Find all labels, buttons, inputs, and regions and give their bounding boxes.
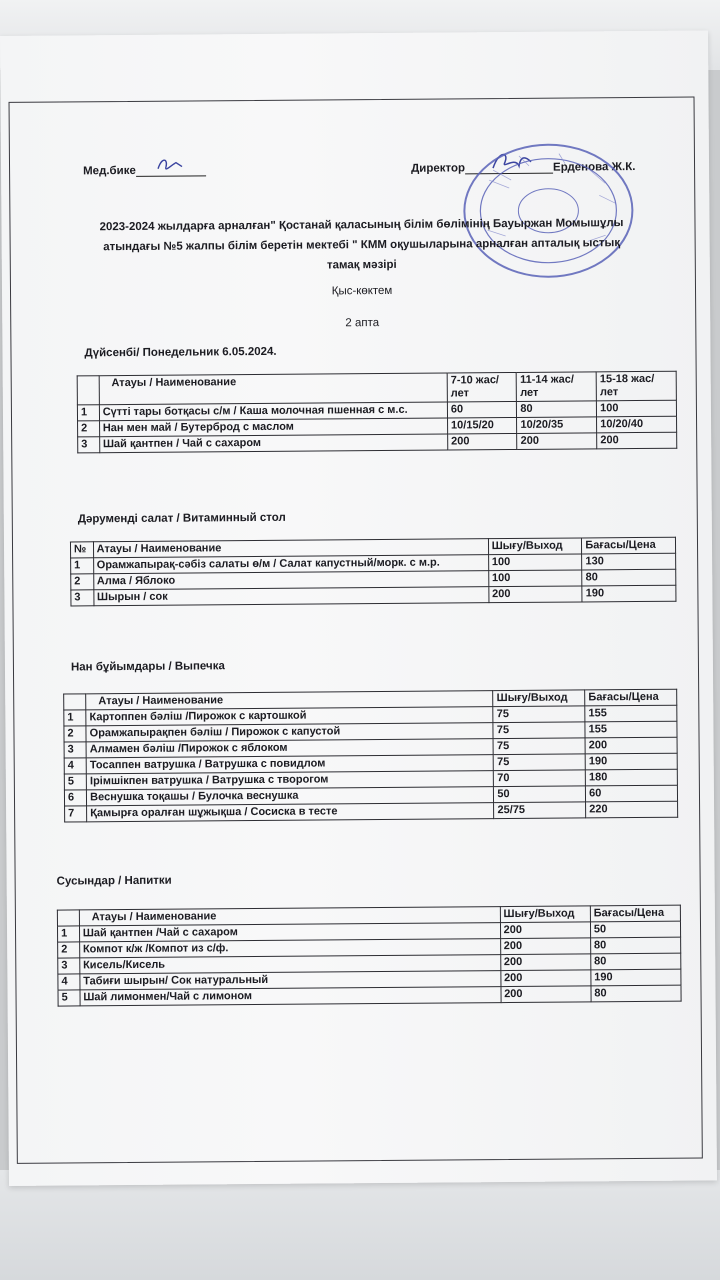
bakery-table	[63, 689, 678, 823]
price: 80	[591, 953, 681, 970]
title-line-1: 2023-2024 жылдарға арналған" Қостанай қаласының білім бөлімінің Бауыржан Момышұлы	[99, 217, 624, 234]
price: 190	[591, 969, 681, 986]
portion-7-10: 60	[447, 401, 517, 418]
portion: 200	[500, 938, 590, 955]
header-cell: №	[70, 542, 93, 558]
portion-11-14: 200	[517, 433, 597, 450]
header-cell: Атауы / Наименование	[93, 539, 488, 558]
header-cell	[64, 694, 86, 710]
vitamin-table	[70, 537, 676, 607]
portion: 100	[488, 554, 582, 571]
drink-name: Табиғи шырын/ Сок натуральный	[80, 971, 501, 990]
header-cell: 11-14 жас/ лет	[517, 372, 597, 402]
portion-11-14: 10/20/35	[517, 417, 597, 434]
dish-name: Шырын / сок	[93, 587, 488, 606]
portion: 100	[488, 570, 582, 587]
dish-name: Алма / Яблоко	[93, 571, 488, 590]
header-cell: 15-18 жас/ лет	[596, 371, 676, 401]
price: 155	[585, 705, 677, 722]
header-cell: 7-10 жас/ лет	[447, 372, 517, 402]
bakery-section-title: Нан бұйымдары / Выпечка	[70, 660, 225, 674]
portion-15-18: 10/20/40	[597, 416, 677, 433]
portion: 75	[493, 706, 585, 723]
dish-name: Ірімшікпен ватрушка / Ватрушка с творогом	[86, 771, 493, 790]
nurse-signature-scribble	[136, 154, 206, 173]
portion: 75	[493, 722, 585, 739]
dish-name: Алмамен бәліш /Пирожок с яблоком	[86, 739, 493, 758]
portion: 200	[500, 922, 590, 939]
nurse-label: Мед.бике	[83, 164, 136, 178]
header-cell: Бағасы/Цена	[590, 905, 680, 922]
price: 190	[585, 753, 677, 770]
drink-name: Компот к/ж /Компот из с/ф.	[79, 939, 500, 958]
header-cell: Шығу/Выход	[500, 906, 590, 923]
header-cell: Шығу/Выход	[493, 690, 585, 707]
price: 80	[590, 937, 680, 954]
document-title	[71, 213, 651, 278]
row-number: 3	[58, 958, 80, 974]
title-line-2: атындағы №5 жалпы білім беретін мектебі " КММ оқушыларына арналған апталық ыстық	[103, 237, 621, 254]
row-number: 3	[78, 437, 100, 453]
header-cell: Атауы / Наименование	[99, 373, 447, 405]
drinks-section-title: Сусындар / Напитки	[56, 874, 172, 888]
price: 60	[586, 785, 678, 802]
row-number: 4	[64, 758, 86, 774]
row-number: 7	[65, 806, 87, 822]
header-cell: Атауы / Наименование	[79, 907, 500, 926]
portion: 75	[494, 754, 586, 771]
row-number: 3	[64, 742, 86, 758]
portion-15-18: 200	[597, 432, 677, 449]
nurse-signature-line	[136, 154, 206, 177]
header-cell: Атауы / Наименование	[86, 691, 493, 710]
header-cell: Бағасы/Цена	[582, 537, 676, 554]
dish-name: Сүтті тары ботқасы с/м / Каша молочная пшенная с м.с.	[99, 402, 447, 421]
row-number: 1	[64, 710, 86, 726]
drink-name: Кисель/Кисель	[80, 955, 501, 974]
portion-7-10: 10/15/20	[447, 417, 517, 434]
price: 80	[582, 569, 676, 586]
day-label: Дүйсенбі/ Понедельник 6.05.2024.	[84, 345, 277, 360]
portion: 200	[500, 970, 590, 987]
drink-name: Шай лимонмен/Чай с лимоном	[80, 987, 501, 1006]
row-number: 3	[71, 590, 94, 606]
vitamin-section-title: Дәруменді салат / Витаминный стол	[77, 511, 286, 526]
background-sheet-bottom	[0, 1170, 720, 1280]
dish-name: Орамжапырақ-сәбіз салаты ө/м / Салат капустный/морк. с м.р.	[93, 555, 488, 574]
row-number: 2	[71, 574, 94, 590]
price: 200	[585, 737, 677, 754]
row-number: 1	[71, 558, 94, 574]
portion: 200	[500, 954, 590, 971]
row-number: 1	[57, 926, 79, 942]
row-number: 4	[58, 974, 80, 990]
portion: 75	[493, 738, 585, 755]
price: 190	[582, 585, 676, 602]
header-cell: Шығу/Выход	[488, 538, 582, 555]
dish-name: Веснушка тоқашы / Булочка веснушка	[87, 787, 494, 806]
price: 130	[582, 553, 676, 570]
portion: 70	[494, 770, 586, 787]
price: 155	[585, 721, 677, 738]
row-number: 1	[77, 405, 99, 421]
header-cell	[57, 910, 79, 926]
director-label: Директор	[411, 162, 466, 175]
title-line-3: тамақ мәзірі	[326, 258, 397, 272]
portion: 200	[489, 586, 583, 603]
table-header-row	[77, 371, 676, 405]
breakfast-table	[77, 371, 678, 454]
dish-name: Нан мен май / Бутерброд с маслом	[99, 418, 447, 437]
row-number: 2	[64, 726, 86, 742]
row-number: 2	[78, 421, 100, 437]
season-label: Қыс-көктем	[331, 284, 393, 298]
portion-11-14: 80	[517, 401, 597, 418]
price: 80	[591, 985, 681, 1002]
document-page	[0, 30, 717, 1186]
row-number: 2	[58, 942, 80, 958]
drink-name: Шай қантпен /Чай с сахаром	[79, 923, 500, 942]
header-cell: Бағасы/Цена	[585, 689, 677, 706]
portion: 200	[501, 986, 591, 1003]
dish-name: Орамжапырақпен бәліш / Пирожок с капустой	[86, 723, 493, 742]
drinks-table	[57, 905, 682, 1007]
nurse-signature	[83, 154, 206, 177]
price: 180	[585, 769, 677, 786]
director-name: Ерденова Ж.К.	[552, 161, 636, 174]
price: 220	[586, 801, 678, 818]
portion: 50	[494, 786, 586, 803]
row-number: 6	[64, 790, 86, 806]
price: 50	[590, 921, 680, 938]
week-label: 2 апта	[345, 317, 380, 330]
portion-15-18: 100	[597, 400, 677, 417]
portion-7-10: 200	[448, 433, 518, 450]
row-number: 5	[58, 990, 80, 1006]
dish-name: Картоппен бәліш /Пирожок с картошкой	[86, 707, 493, 726]
portion: 25/75	[494, 802, 586, 819]
header-cell	[77, 376, 99, 405]
row-number: 5	[64, 774, 86, 790]
dish-name: Шай қантпен / Чай с сахаром	[99, 434, 447, 453]
dish-name: Қамырға оралған шұжықша / Сосиска в тесте	[87, 803, 494, 822]
dish-name: Тосаппен ватрушка / Ватрушка с повидлом	[86, 755, 493, 774]
